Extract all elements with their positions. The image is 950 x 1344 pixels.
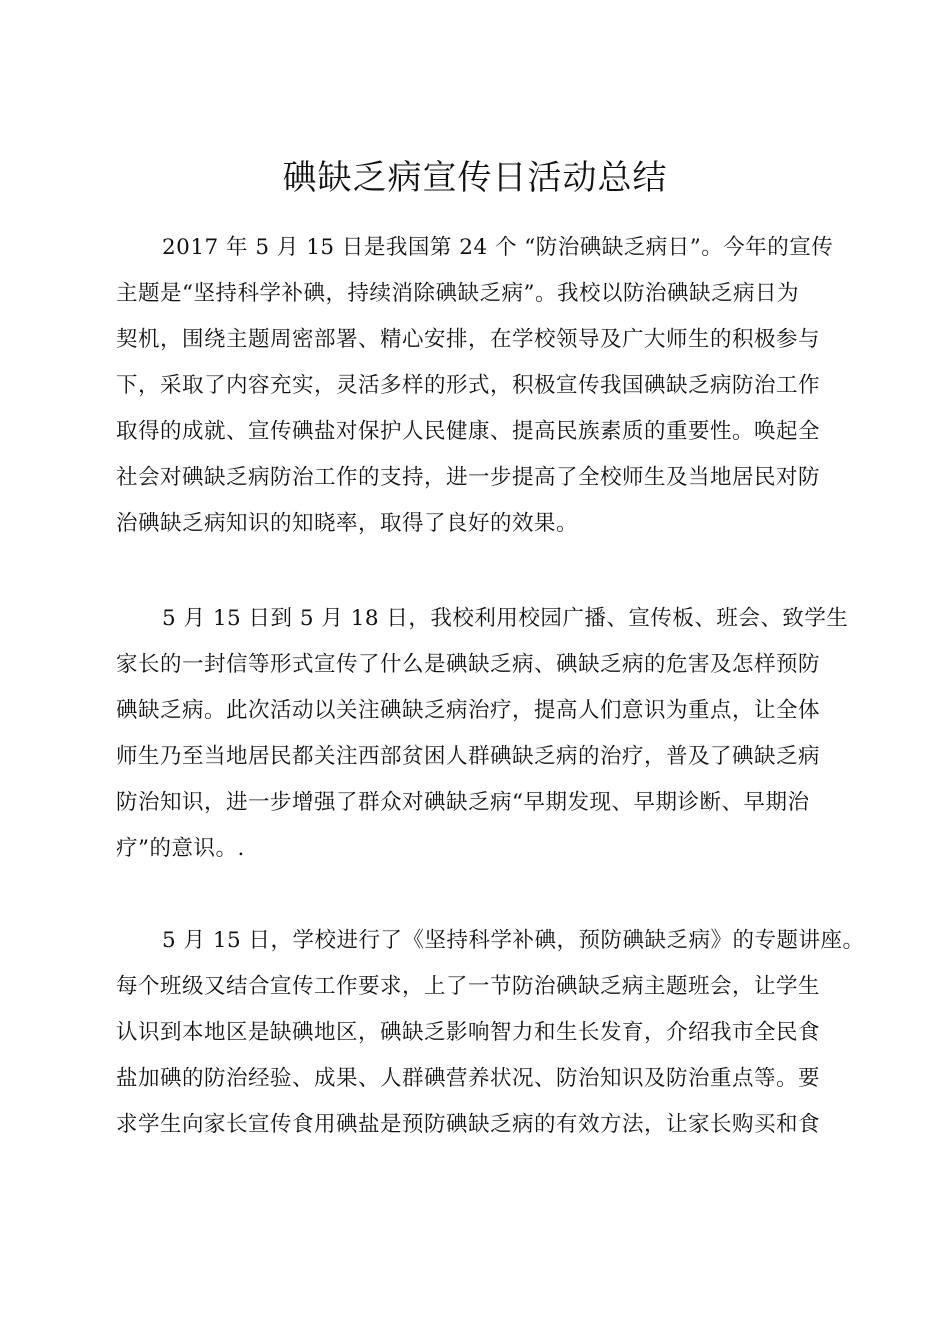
document-title: 碘缺乏病宣传日活动总结 bbox=[282, 158, 668, 198]
paragraph-line: 求学生向家长宣传食用碘盐是预防碘缺乏病的有效方法，让家长购买和食 bbox=[116, 1112, 821, 1137]
paragraph-3 bbox=[116, 918, 876, 1148]
paragraph-line: 师生乃至当地居民都关注西部贫困人群碘缺乏病的治疗，普及了碘缺乏病 bbox=[116, 744, 821, 769]
paragraph-line: 5 月 15 日，学校进行了《坚持科学补碘，预防碘缺乏病》的专题讲座。 bbox=[162, 928, 865, 953]
paragraph-line: 每个班级又结合宣传工作要求，上了一节防治碘缺乏病主题班会，让学生 bbox=[116, 974, 821, 999]
paragraph-line: 家长的一封信等形式宣传了什么是碘缺乏病、碘缺乏病的危害及怎样预防 bbox=[116, 652, 821, 677]
paragraph-1 bbox=[116, 225, 876, 547]
paragraph-2 bbox=[116, 596, 876, 872]
paragraph-line: 碘缺乏病。此次活动以关注碘缺乏病治疗，提高人们意识为重点，让全体 bbox=[116, 698, 821, 723]
paragraph-line: 5 月 15 日到 5 月 18 日，我校利用校园广播、宣传板、班会、致学生 bbox=[162, 606, 849, 631]
paragraph-line: 认识到本地区是缺碘地区，碘缺乏影响智力和生长发育，介绍我市全民食 bbox=[116, 1020, 821, 1045]
paragraph-line: 盐加碘的防治经验、成果、人群碘营养状况、防治知识及防治重点等。要 bbox=[116, 1066, 821, 1091]
paragraph-line: 契机，围绕主题周密部署、精心安排，在学校领导及广大师生的积极参与 bbox=[116, 327, 821, 352]
paragraph-line: 下，采取了内容充实，灵活多样的形式，积极宣传我国碘缺乏病防治工作 bbox=[116, 373, 821, 398]
paragraph-line: 取得的成就、宣传碘盐对保护人民健康、提高民族素质的重要性。唤起全 bbox=[116, 419, 821, 444]
paragraph-line: 疗”的意识。. bbox=[116, 836, 245, 861]
paragraph-line: 主题是“坚持科学补碘，持续消除碘缺乏病”。我校以防治碘缺乏病日为 bbox=[116, 281, 799, 306]
paragraph-line: 社会对碘缺乏病防治工作的支持，进一步提高了全校师生及当地居民对防 bbox=[116, 465, 821, 490]
paragraph-line: 防治知识，进一步增强了群众对碘缺乏病“早期发现、早期诊断、早期治 bbox=[116, 790, 810, 815]
paragraph-line: 2017 年 5 月 15 日是我国第 24 个 “防治碘缺乏病日”。今年的宣传 bbox=[162, 235, 834, 260]
paragraph-line: 治碘缺乏病知识的知晓率，取得了良好的效果。 bbox=[116, 511, 579, 536]
